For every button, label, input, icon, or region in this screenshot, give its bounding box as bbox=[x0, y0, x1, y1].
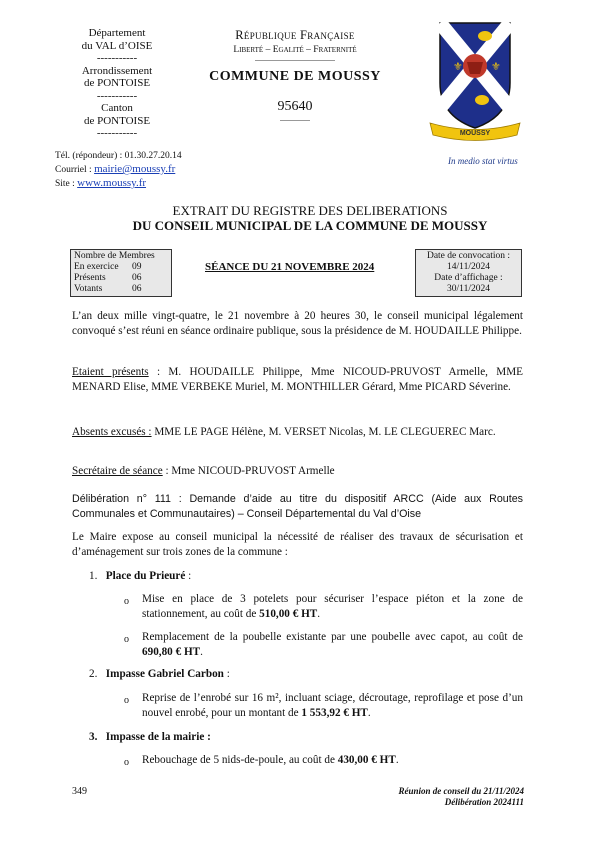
zone-number: 2. bbox=[89, 668, 98, 680]
subitem-text: Mise en place de 3 potelets pour sécuriser l’espace piéton et la zone de stationnement, au coût de bbox=[142, 593, 523, 620]
site-line bbox=[55, 177, 182, 191]
email-link[interactable]: mairie@moussy.fr bbox=[94, 163, 176, 175]
footer-reunion: Réunion de conseil du 21/11/2024 bbox=[398, 786, 524, 796]
subitem-end: . bbox=[395, 754, 399, 766]
republique-heading: République Française bbox=[235, 28, 355, 42]
excuses-paragraph bbox=[72, 425, 523, 440]
divider bbox=[280, 120, 310, 121]
svg-text:⚜: ⚜ bbox=[453, 60, 463, 73]
zone-suffix: : bbox=[185, 570, 192, 582]
affichage-label: Date d’affichage : bbox=[434, 273, 503, 283]
title-line-2: DU CONSEIL MUNICIPAL DE LA COMMUNE DE MOUSSY bbox=[132, 218, 488, 233]
members-value: 06 bbox=[132, 284, 142, 294]
dept-line: de PONTOISE bbox=[83, 114, 151, 127]
department-block bbox=[62, 27, 172, 140]
deliberation-title: Délibération n° 111 : Demande d’aide au titre du dispositif ARCC (Aide aux Routes Communales et Communautaires) – Conseil Départemental du Val d’Oise bbox=[72, 493, 523, 520]
zone-item-1 bbox=[89, 570, 191, 582]
zone-number: 1. bbox=[89, 570, 98, 582]
dept-line: ----------- bbox=[96, 52, 138, 64]
subitem-amount: 1 553,92 € HT bbox=[301, 707, 368, 719]
zone-suffix: : bbox=[223, 668, 230, 680]
members-value: 06 bbox=[132, 273, 142, 283]
footer-deliberation: Délibération 2024111 bbox=[444, 797, 524, 807]
members-row bbox=[74, 262, 168, 273]
zone-subitem bbox=[142, 630, 523, 660]
presents-list: : M. HOUDAILLE Philippe, Mme NICOUD-PRUVOST Armelle, MME MENARD Elise, MME VERBEKE Muriel, M. MONTHILLER Gérard, Mme PICARD Séverine. bbox=[72, 366, 524, 393]
email-line bbox=[55, 163, 182, 177]
zone-subitem bbox=[142, 691, 523, 721]
page-number: 349 bbox=[72, 786, 87, 797]
devise: Liberté – Egalité – Fraternité bbox=[233, 45, 357, 55]
members-label: Présents bbox=[74, 273, 106, 283]
dept-line: Canton bbox=[101, 102, 133, 114]
subitem-amount: 690,80 € HT bbox=[142, 646, 201, 658]
subitem-text: Rebouchage de 5 nids-de-poule, au coût de bbox=[142, 754, 338, 766]
members-value: 09 bbox=[132, 262, 142, 272]
document-title bbox=[60, 203, 560, 233]
bullet-icon: o bbox=[124, 596, 129, 607]
zone-name: Impasse de la mairie : bbox=[105, 731, 211, 743]
intro-paragraph: L’an deux mille vingt-quatre, le 21 novembre à 20 heures 30, le conseil municipal légalement convoqué s’est réuni en séance ordinaire publique, sous la présidence de M. HOUDAILLE Philippe. bbox=[72, 310, 523, 337]
coat-of-arms-logo bbox=[425, 18, 525, 143]
convocation-date: 14/11/2024 bbox=[447, 262, 490, 272]
commune-name: COMMUNE DE MOUSSY bbox=[209, 69, 381, 84]
dates-box bbox=[415, 249, 522, 297]
convocation-label: Date de convocation : bbox=[426, 251, 511, 261]
dept-line: de PONTOISE bbox=[83, 77, 151, 89]
subitem-text: Remplacement de la poubelle existante par une poubelle avec capot, au coût de bbox=[142, 631, 523, 643]
secretaire-name: : Mme NICOUD-PRUVOST Armelle bbox=[162, 465, 335, 477]
email-label: Courriel : bbox=[55, 165, 95, 175]
affichage-date: 30/11/2024 bbox=[447, 284, 490, 294]
postal-code: 95640 bbox=[277, 99, 313, 114]
seance-heading: SÉANCE DU 21 NOVEMBRE 2024 bbox=[205, 261, 375, 273]
svg-text:⚜: ⚜ bbox=[491, 60, 501, 73]
expose-paragraph: Le Maire expose au conseil municipal la nécessité de réaliser des travaux de sécurisation et d’aménagement sur trois zones de la commune : bbox=[72, 531, 523, 558]
members-label: En exercice bbox=[74, 262, 119, 272]
subitem-end: . bbox=[200, 646, 203, 658]
motto: In medio stat virtus bbox=[448, 156, 518, 166]
bullet-icon: o bbox=[124, 757, 129, 768]
crest-banner-text: MOUSSY bbox=[459, 130, 491, 137]
subitem-text: Reprise de l’enrobé sur 16 m², incluant sciage, décroutage, reprofilage et pose d’un nouvel enrobé, pour un montant de bbox=[142, 692, 523, 719]
dept-line: du VAL d’OISE bbox=[81, 39, 153, 52]
members-row bbox=[74, 284, 168, 295]
subitem-end: . bbox=[317, 608, 321, 620]
divider bbox=[255, 60, 335, 61]
members-heading: Nombre de Membres bbox=[74, 251, 155, 261]
subitem-end: . bbox=[367, 707, 371, 719]
members-box bbox=[70, 249, 172, 297]
phone-line: Tél. (répondeur) : 01.30.27.20.14 bbox=[55, 151, 182, 161]
bullet-icon: o bbox=[124, 695, 129, 706]
republic-block bbox=[180, 28, 410, 121]
zone-name: Place du Prieuré bbox=[105, 570, 186, 582]
site-label: Site : bbox=[55, 179, 78, 189]
excuses-label: Absents excusés : bbox=[72, 426, 152, 438]
members-row bbox=[74, 273, 168, 284]
subitem-amount: 430,00 € HT bbox=[337, 754, 396, 766]
secretaire-label: Secrétaire de séance bbox=[72, 465, 163, 477]
dept-line: ----------- bbox=[96, 127, 138, 139]
zone-subitem bbox=[142, 753, 523, 768]
presents-paragraph bbox=[72, 365, 523, 395]
contact-block bbox=[55, 150, 182, 191]
bullet-icon: o bbox=[124, 634, 129, 645]
zone-item-3 bbox=[89, 731, 211, 743]
title-line-1: EXTRAIT DU REGISTRE DES DELIBERATIONS bbox=[172, 203, 448, 218]
subitem-amount: 510,00 € HT bbox=[259, 608, 318, 620]
secretaire-paragraph bbox=[72, 464, 523, 479]
dept-line: Département bbox=[88, 27, 146, 39]
excuses-list: MME LE PAGE Hélène, M. VERSET Nicolas, M. LE CLEGUEREC Marc. bbox=[151, 426, 496, 438]
zone-item-2 bbox=[89, 668, 230, 680]
zone-number: 3. bbox=[89, 731, 98, 743]
footer-reference bbox=[360, 786, 524, 808]
dept-line: Arrondissement bbox=[81, 64, 153, 77]
zone-name: Impasse Gabriel Carbon bbox=[105, 668, 224, 680]
website-link[interactable]: www.moussy.fr bbox=[77, 177, 147, 189]
zone-subitem bbox=[142, 592, 523, 622]
dept-line: ----------- bbox=[96, 89, 138, 102]
members-label: Votants bbox=[74, 284, 103, 294]
presents-label: Etaient présents bbox=[72, 366, 149, 378]
